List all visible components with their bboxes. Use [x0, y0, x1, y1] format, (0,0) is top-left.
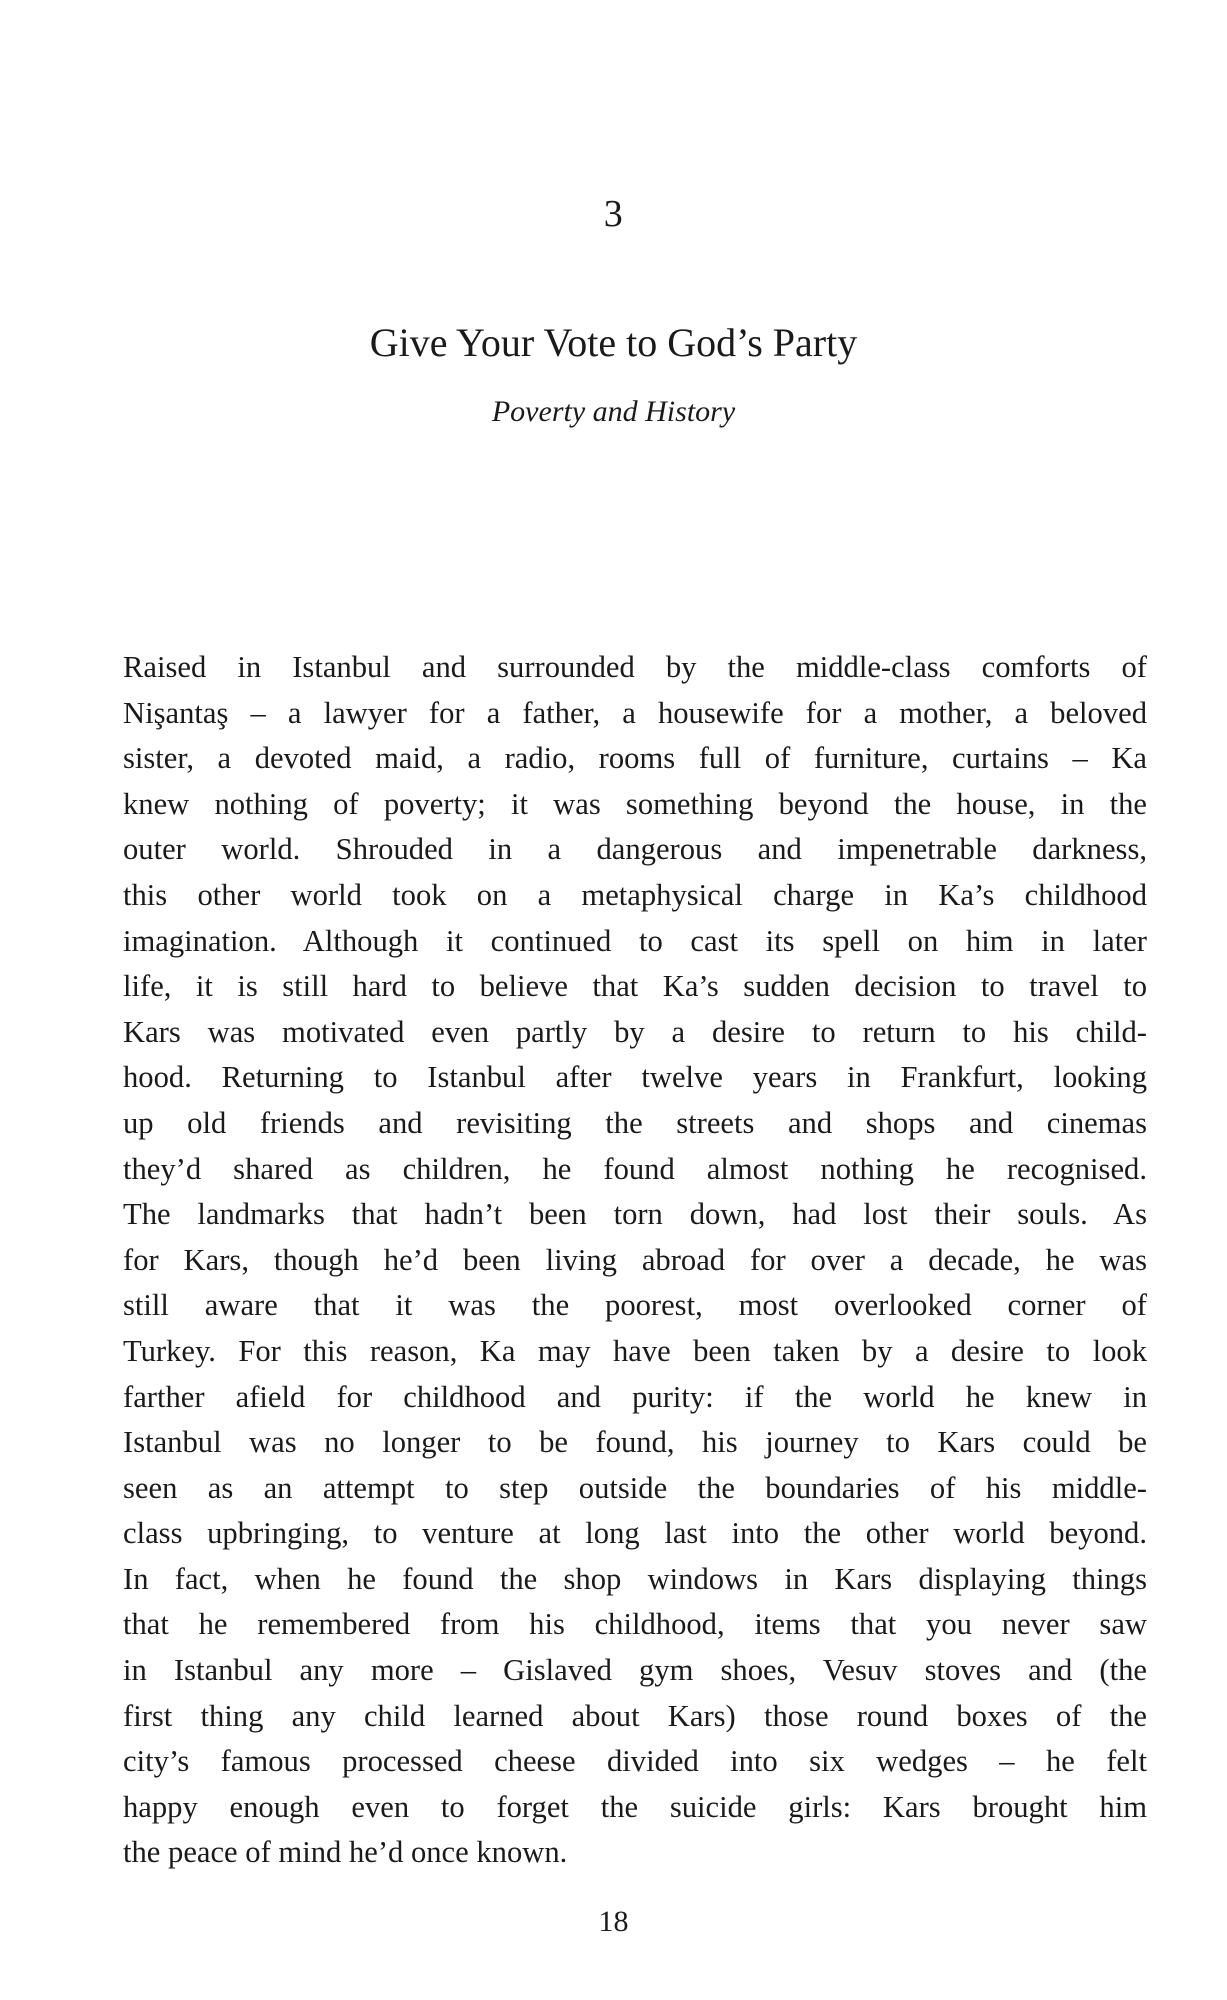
text-line: first thing any child learned about Kars) those round boxes of the [123, 1698, 1147, 1733]
text-line: Istanbul was no longer to be found, his journey to Kars could be [123, 1425, 1147, 1460]
chapter-number: 3 [603, 193, 624, 235]
text-line: In fact, when he found the shop windows in Kars displaying things [123, 1561, 1147, 1596]
text-line: Raised in Istanbul and surrounded by the middle-class comforts of [123, 650, 1147, 684]
text-line: sister, a devoted maid, a radio, rooms full of furniture, curtains – Ka [123, 741, 1147, 776]
text-line: The landmarks that hadn’t been torn down, had lost their souls. As [123, 1197, 1147, 1232]
text-line: this other world took on a metaphysical charge in Ka’s childhood [123, 877, 1147, 912]
text-line: hood. Returning to Istanbul after twelve years in Frankfurt, looking [123, 1060, 1147, 1095]
text-line: city’s famous processed cheese divided into six wedges – he felt [123, 1744, 1147, 1779]
text-line: farther afield for childhood and purity: if the world he knew in [123, 1379, 1147, 1414]
text-line: for Kars, though he’d been living abroad for over a decade, he was [123, 1242, 1147, 1277]
text-line: seen as an attempt to step outside the boundaries of his middle- [123, 1470, 1147, 1505]
text-line: that he remembered from his childhood, items that you never saw [123, 1607, 1147, 1642]
page-number: 18 [598, 1905, 629, 1938]
text-line: Nişantaş – a lawyer for a father, a housewife for a mother, a beloved [123, 695, 1147, 730]
text-line: life, it is still hard to believe that Ka’s sudden decision to travel to [123, 969, 1147, 1004]
text-line: happy enough even to forget the suicide girls: Kars brought him [123, 1789, 1147, 1824]
text-line: outer world. Shrouded in a dangerous and impenetrable darkness, [123, 832, 1147, 867]
text-line: still aware that it was the poorest, most overlooked corner of [123, 1288, 1147, 1323]
text-line: in Istanbul any more – Gislaved gym shoes, Vesuv stoves and (the [123, 1653, 1147, 1688]
text-line: they’d shared as children, he found almost nothing he recognised. [123, 1151, 1147, 1186]
body-paragraph [123, 645, 1147, 1876]
text-line: up old friends and revisiting the streets and shops and cinemas [123, 1105, 1147, 1140]
chapter-title: Give Your Vote to God’s Party [369, 320, 858, 365]
text-line: imagination. Although it continued to cast its spell on him in later [123, 923, 1147, 958]
text-line: class upbringing, to venture at long last into the other world beyond. [123, 1516, 1147, 1551]
text-line: Turkey. For this reason, Ka may have been taken by a desire to look [123, 1333, 1147, 1368]
text-line: knew nothing of poverty; it was something beyond the house, in the [123, 786, 1147, 821]
text-line: the peace of mind he’d once known. [123, 1835, 568, 1870]
chapter-subtitle: Poverty and History [491, 395, 736, 428]
text-line: Kars was motivated even partly by a desire to return to his child- [123, 1014, 1147, 1049]
